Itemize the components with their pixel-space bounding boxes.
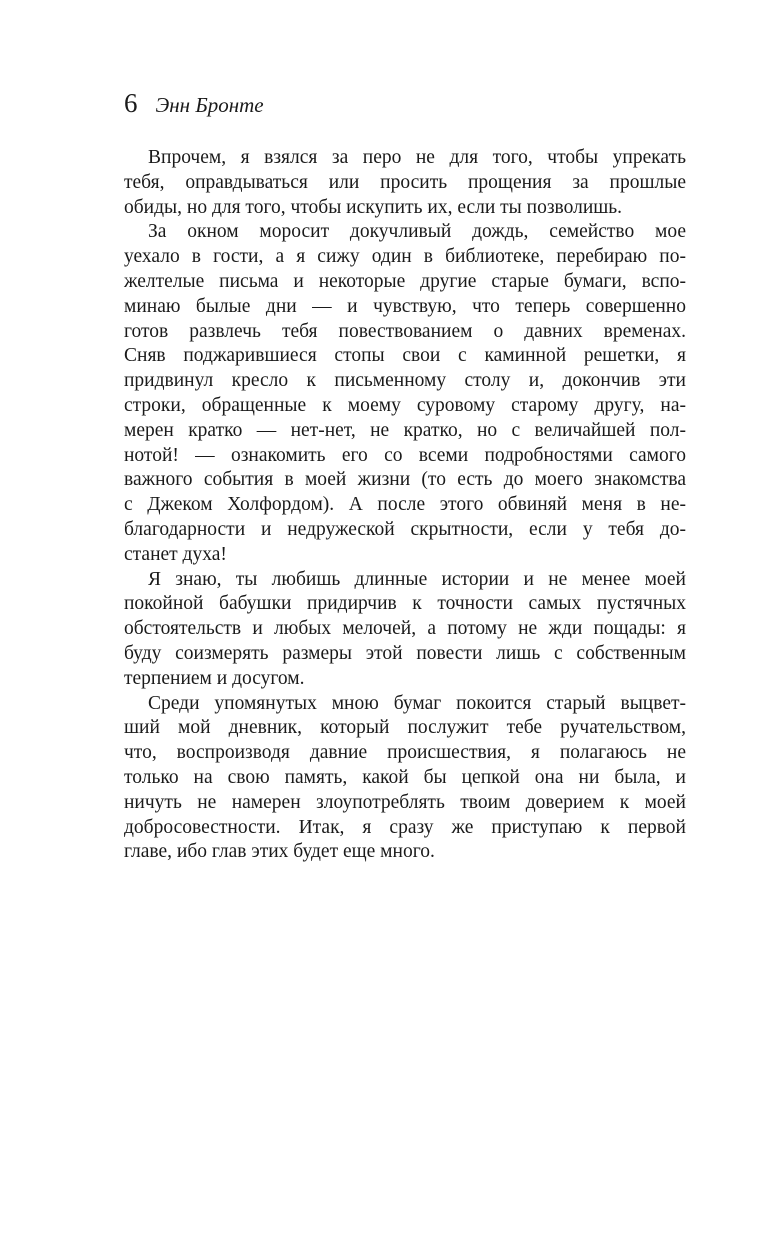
paragraph: [124, 568, 686, 692]
text-line: важного события в моей жизни (то есть до моего знакомства: [124, 469, 686, 491]
text-line: тебя, оправдываться или просить прощения за прошлые: [124, 171, 686, 193]
text-line: покойной бабушки придирчив к точности самых пустячных: [124, 593, 686, 615]
text-line: буду соизмерять размеры этой повести лишь с собственным: [124, 642, 686, 664]
body-text: [124, 146, 686, 865]
text-line: придвинул кресло к письменному столу и, докончив эти: [124, 370, 686, 392]
text-line: уехало в гости, а я сижу один в библиотеке, перебираю по-: [124, 246, 686, 268]
text-line: главе, ибо глав этих будет еще много.: [124, 841, 435, 863]
text-line: обиды, но для того, чтобы искупить их, если ты позволишь.: [124, 196, 623, 218]
page-header: [124, 88, 264, 118]
text-line: терпением и досугом.: [124, 667, 305, 689]
text-line: минаю былые дни — и чувствую, что теперь совершенно: [124, 295, 686, 317]
text-line: добросовестности. Итак, я сразу же приступаю к первой: [124, 816, 686, 838]
text-line: Сняв поджарившиеся стопы свои с каминной решетки, я: [124, 345, 686, 367]
text-line: мерен кратко — нет-нет, не кратко, но с величайшей пол-: [124, 419, 686, 441]
paragraph: [124, 220, 686, 567]
text-line: что, воспроизводя давние происшествия, я полагаюсь не: [124, 742, 686, 764]
text-line: ший мой дневник, который послужит тебе ручательством,: [124, 717, 686, 739]
text-line: желтелые письма и некоторые другие старые бумаги, вспо-: [124, 270, 686, 292]
text-line: Среди упомянутых мною бумаг покоится старый выцвет-: [148, 692, 686, 714]
running-head-author: Энн Бронте: [155, 93, 264, 117]
text-line: обстоятельств и любых мелочей, а потому не жди пощады: я: [124, 618, 686, 640]
paragraph: [124, 146, 686, 220]
text-line: станет духа!: [124, 543, 227, 565]
text-line: ничуть не намерен злоупотреблять твоим доверием к моей: [124, 791, 686, 813]
text-line: Я знаю, ты любишь длинные истории и не менее моей: [148, 568, 686, 590]
text-line: За окном моросит докучливый дождь, семейство мое: [148, 221, 686, 243]
text-line: строки, обращенные к моему суровому старому другу, на-: [124, 394, 686, 416]
text-line: благодарности и недружеской скрытности, если у тебя до-: [124, 518, 686, 540]
text-line: Впрочем, я взялся за перо не для того, чтобы упрекать: [148, 147, 686, 168]
paragraph: [124, 692, 686, 866]
text-line: с Джеком Холфордом). А после этого обвиняй меня в не-: [124, 494, 686, 516]
text-line: готов развлечь тебя повествованием о давних временах.: [124, 320, 686, 342]
text-line: нотой! — ознакомить его со всеми подробностями самого: [124, 444, 686, 466]
text-line: только на свою память, какой бы цепкой она ни была, и: [124, 766, 686, 788]
page-number: 6: [124, 88, 138, 118]
